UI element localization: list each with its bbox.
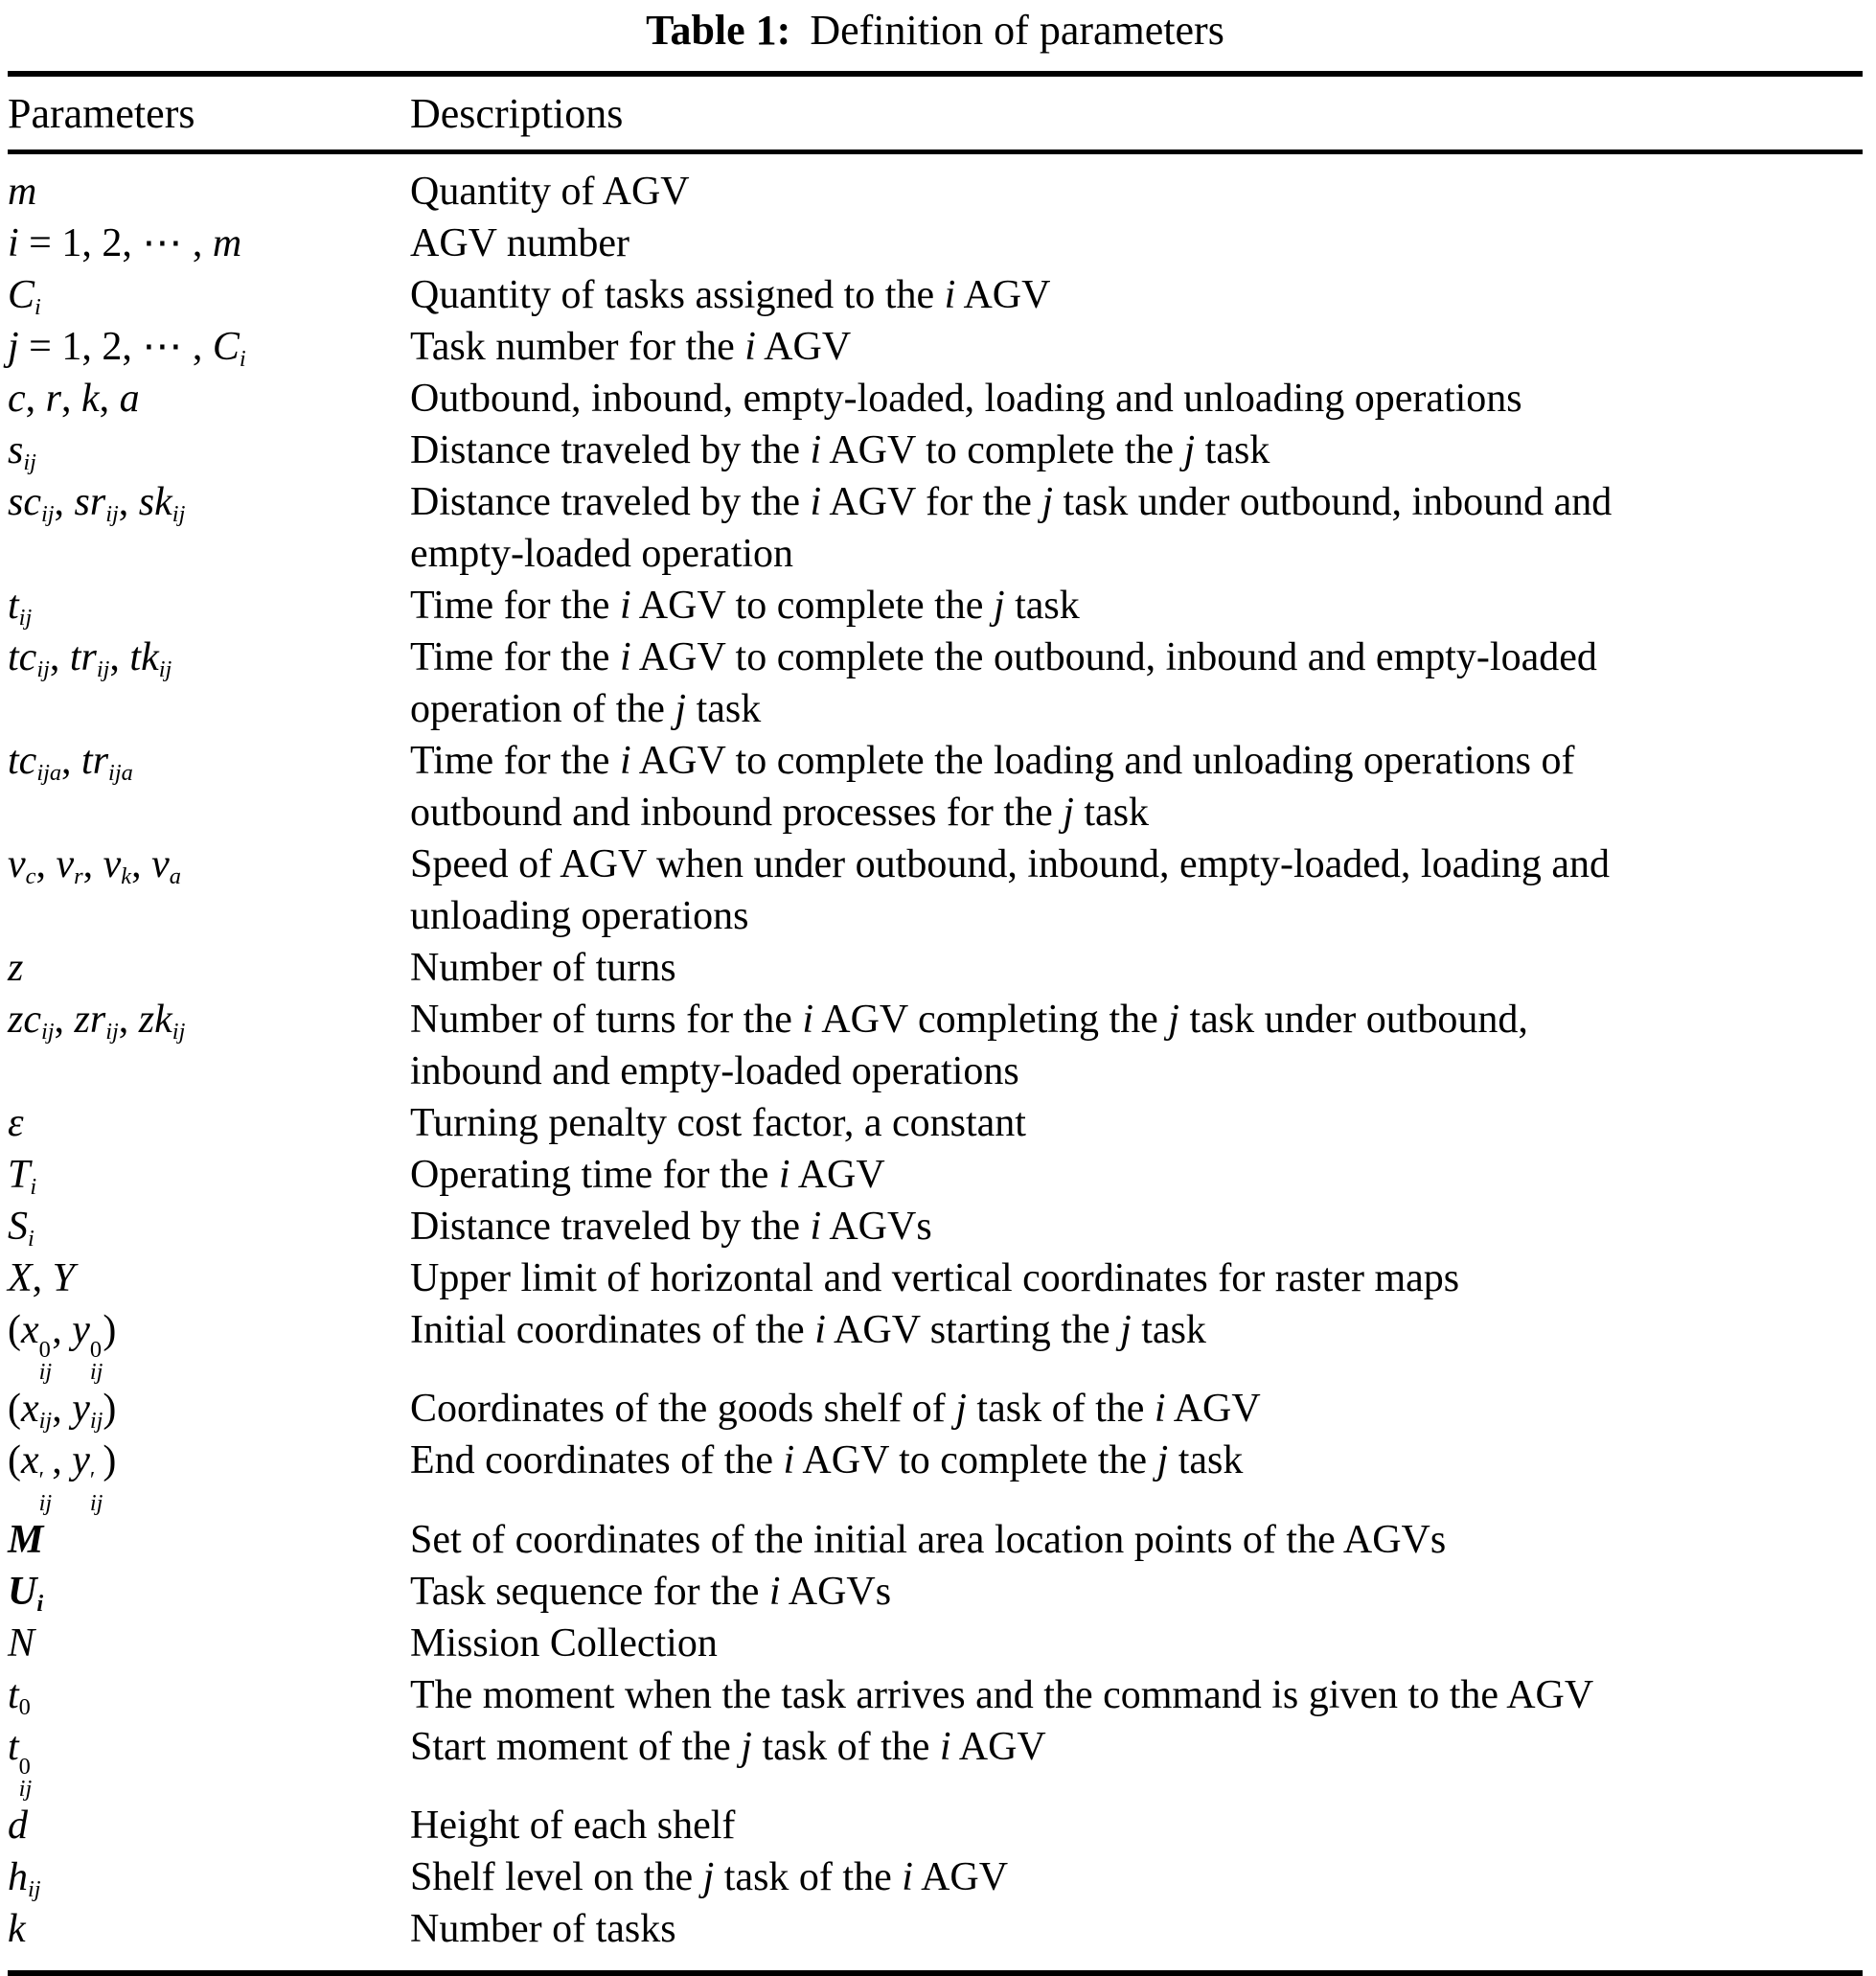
description-line: AGV number: [410, 221, 630, 265]
table-row: [8, 1304, 1863, 1386]
parameter-description: [410, 1304, 1863, 1383]
table-row: [8, 1383, 1863, 1435]
table-caption-text: Definition of parameters: [810, 7, 1224, 54]
parameter-symbol: M: [8, 1517, 44, 1562]
parameter-description: [410, 942, 1863, 994]
parameter-description: [410, 321, 1863, 373]
parameter-description: [410, 1201, 1863, 1252]
parameter-symbol: t 0 ij: [8, 1724, 33, 1802]
table-row: [8, 580, 1863, 632]
parameter-description: [410, 1097, 1863, 1149]
table-row: [8, 1618, 1863, 1669]
parameter-symbol: $s_{ij}$: [8, 428, 36, 475]
table-row: [8, 476, 1863, 580]
parameter-symbol: $zc_{ij}$, $zr_{ij}$, $zk_{ij}$: [8, 998, 186, 1045]
description-line: outbound and inbound processes for the j task: [410, 791, 1150, 835]
table-row: [8, 166, 1863, 218]
description-line: Set of coordinates of the initial area location points of the AGVs: [410, 1517, 1447, 1562]
description-line: Start moment of the j task of the i AGV: [410, 1724, 1046, 1769]
parameter-description: [410, 1800, 1863, 1851]
description-line: Turning penalty cost factor, a constant: [410, 1101, 1026, 1145]
description-line: Distance traveled by the i AGV for the j task under outbound, inbound and: [410, 480, 1613, 524]
parameter-symbol: j = 1, 2, ⋯ , $C_i$: [8, 325, 246, 372]
parameter-symbol: $C_i$: [8, 273, 41, 320]
parameter-description: [410, 373, 1863, 425]
table-caption: [8, 4, 1863, 59]
parameter-symbol: $h_{ij}$: [8, 1855, 41, 1902]
table-row: [8, 1903, 1863, 1955]
parameter-symbol: i = 1, 2, ⋯ , m: [8, 221, 242, 265]
description-line: Number of tasks: [410, 1907, 676, 1952]
parameter-description: [410, 735, 1863, 839]
table-row: [8, 632, 1863, 735]
table-row: [8, 994, 1863, 1097]
table-row: [8, 425, 1863, 476]
parameter-description: [410, 476, 1863, 580]
description-line: inbound and empty-loaded operations: [410, 1049, 1019, 1093]
table-row: [8, 1566, 1863, 1618]
parameter-description: [410, 1149, 1863, 1201]
parameter-symbol: $U_i$: [8, 1569, 44, 1617]
description-line: Quantity of AGV: [410, 170, 690, 214]
description-line: Number of turns for the i AGV completing the j task under outbound,: [410, 998, 1528, 1042]
table-row: [8, 1201, 1863, 1252]
parameter-description: [410, 1618, 1863, 1669]
table-row: [8, 321, 1863, 373]
parameter-description: [410, 632, 1863, 735]
description-line: operation of the j task: [410, 687, 762, 731]
column-header-descriptions: Descriptions: [410, 90, 624, 137]
description-line: Distance traveled by the i AGV to complete the j task: [410, 428, 1270, 472]
table-row: [8, 373, 1863, 425]
table-row: [8, 1669, 1863, 1721]
parameter-symbol: $t_0$: [8, 1672, 31, 1720]
table-body: [8, 154, 1863, 1970]
description-line: The moment when the task arrives and the command is given to the AGV: [410, 1672, 1594, 1717]
table-row: [8, 1514, 1863, 1566]
parameter-symbol: $v_c$, $v_r$, $v_k$, $v_a$: [8, 842, 181, 889]
parameter-description: [410, 994, 1863, 1097]
table-row: [8, 1721, 1863, 1800]
parameter-description: [410, 1669, 1863, 1721]
description-line: Speed of AGV when under outbound, inbound, empty-loaded, loading and: [410, 842, 1611, 886]
description-line: Distance traveled by the i AGVs: [410, 1205, 932, 1249]
parameter-symbol: ($x_{ij}$, $y_{ij}$): [8, 1387, 117, 1435]
description-line: Mission Collection: [410, 1620, 718, 1666]
parameter-symbol: m: [8, 170, 37, 214]
table-row: [8, 735, 1863, 839]
parameter-symbol: $t_{ij}$: [8, 584, 33, 631]
parameter-symbol: X, Y: [8, 1256, 76, 1300]
parameter-symbol: ε: [8, 1101, 24, 1145]
table-row: [8, 839, 1863, 942]
table-row: [8, 1097, 1863, 1149]
parameter-description: [410, 1566, 1863, 1618]
table-row: [8, 218, 1863, 269]
table-row: [8, 1435, 1863, 1516]
table-header-row: [8, 77, 1863, 149]
parameter-symbol: $tc_{ija}$, $tr_{ija}$: [8, 739, 133, 786]
description-line: Shelf level on the j task of the i AGV: [410, 1855, 1009, 1900]
description-line: Time for the i AGV to complete the loading and unloading operations of: [410, 739, 1575, 783]
parameter-description: [410, 218, 1863, 269]
parameter-description: [410, 1383, 1863, 1435]
description-line: Operating time for the i AGV: [410, 1153, 885, 1197]
description-line: Task number for the i AGV: [410, 325, 852, 369]
table-row: [8, 1252, 1863, 1304]
description-line: Initial coordinates of the i AGV starting the j task: [410, 1308, 1206, 1352]
parameter-symbol: c, r, k, a: [8, 377, 140, 421]
table-row: [8, 1149, 1863, 1201]
parameter-description: [410, 269, 1863, 321]
parameter-symbol: (x 0 ij , y 0 ij ): [8, 1308, 117, 1386]
table-row: [8, 1800, 1863, 1851]
parameter-description: [410, 1435, 1863, 1513]
parameter-symbol: $S_i$: [8, 1205, 34, 1252]
parameter-symbol: k: [8, 1907, 26, 1952]
description-line: Height of each shelf: [410, 1804, 736, 1849]
description-line: Number of turns: [410, 946, 676, 990]
description-line: Outbound, inbound, empty-loaded, loading and unloading operations: [410, 377, 1522, 421]
description-line: Time for the i AGV to complete the j task: [410, 584, 1080, 628]
parameter-symbol: $sc_{ij}$, $sr_{ij}$, $sk_{ij}$: [8, 480, 186, 527]
parameter-symbol: d: [8, 1804, 28, 1849]
parameter-description: [410, 839, 1863, 942]
description-line: Quantity of tasks assigned to the i AGV: [410, 273, 1051, 317]
description-line: empty-loaded operation: [410, 532, 794, 576]
parameter-symbol: $tc_{ij}$, $tr_{ij}$, $tk_{ij}$: [8, 635, 172, 682]
parameter-description: [410, 1851, 1863, 1903]
description-line: unloading operations: [410, 894, 749, 938]
parameter-symbol: $T_i$: [8, 1153, 37, 1200]
table-row: [8, 1851, 1863, 1903]
table-bottom-rule: [8, 1970, 1863, 1976]
parameter-description: [410, 580, 1863, 632]
parameter-symbol: N: [8, 1620, 35, 1666]
parameter-symbol: z: [8, 946, 24, 990]
table-caption-label: Table 1:: [646, 7, 791, 54]
description-line: End coordinates of the i AGV to complete the j task: [410, 1438, 1244, 1483]
description-line: Task sequence for the i AGVs: [410, 1569, 892, 1614]
table-row: [8, 942, 1863, 994]
description-line: Time for the i AGV to complete the outbound, inbound and empty-loaded: [410, 635, 1597, 679]
parameter-description: [410, 1903, 1863, 1955]
parameter-description: [410, 166, 1863, 218]
description-line: Coordinates of the goods shelf of j task of the i AGV: [410, 1387, 1261, 1432]
parameter-description: [410, 1514, 1863, 1566]
parameter-description: [410, 1252, 1863, 1304]
parameter-description: [410, 1721, 1863, 1800]
parameter-description: [410, 425, 1863, 476]
table-row: [8, 269, 1863, 321]
description-line: Upper limit of horizontal and vertical coordinates for raster maps: [410, 1256, 1460, 1300]
parameter-symbol: (x ′ ij , y ′ ij ): [8, 1438, 117, 1516]
column-header-parameters: Parameters: [8, 90, 195, 137]
